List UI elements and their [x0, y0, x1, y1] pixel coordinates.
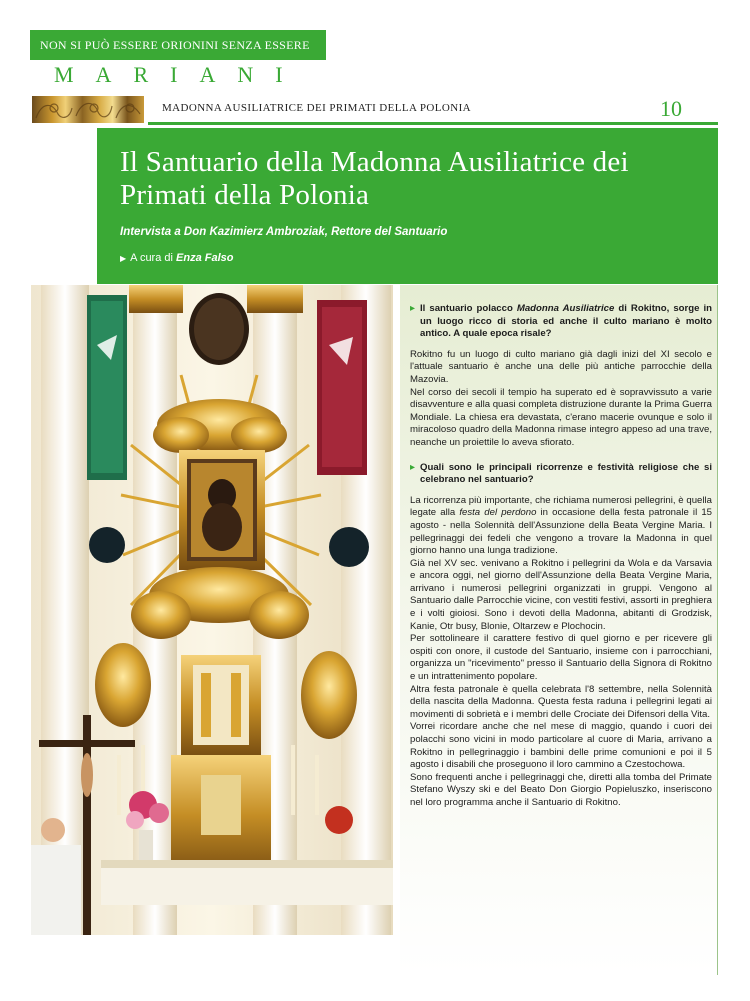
triangle-icon: ▶ [120, 254, 127, 263]
spacer [410, 450, 712, 462]
a2p1-text-a: La ricorrenza più importante, che richiama numerosi pellegrini, è quella legate alla [410, 494, 712, 519]
column-rule [717, 285, 718, 975]
answer-2-paragraph-6: Sono frequenti anche i pellegrinaggi che, diretti alla tomba del Primate Stefano Wyszy ski e del Beato Don Giorgio Popieluszko, inseriscono nel loro programma anche il Santuario di Rokitno. [410, 771, 712, 808]
answer-2-paragraph-1 [410, 495, 712, 558]
a2p1-emphasis: festa del perdono [459, 507, 537, 519]
header-rule [148, 122, 718, 125]
answer-2-paragraph-3: Per sottolineare il carattere festivo di quel giorno e per ricevere gli ospiti con onore, il custode del Santuario, insieme con i parrocchiani, organizza un "ricevimento" presso il Santuario della Signora di Rokitno e un intrattenimento popolare. [410, 633, 712, 683]
article-subtitle: Intervista a Don Kazimierz Ambroziak, Rettore del Santuario [120, 226, 448, 238]
question-1 [410, 303, 712, 341]
section-title: MADONNA AUSILIATRICE DEI PRIMATI DELLA POLONIA [162, 102, 471, 114]
answer-1-paragraph-2: Nel corso dei secoli il tempio ha superato ed è sopravvissuto a varie disavventure e alla quasi completa distruzione durante la Prima Guerra Mondiale. La chiesa era devastata, c'erano macerie ovunque e solo il miracoloso quadro della Madonna rimase integro appeso ad una trave, neanche un proiettile lo aveva sfiorato. [410, 386, 712, 448]
page-number: 10 [660, 96, 682, 121]
banner-text: NON SI PUÒ ESSERE ORIONINI SENZA ESSERE [40, 38, 310, 52]
q1-text-a: Il santuario polacco [420, 303, 517, 314]
author-name: Enza Falso [176, 252, 234, 264]
answer-2-paragraph-2: Già nel XV sec. venivano a Rokitno i pellegrini da Wola e da Varsavia e ancora oggi, nel giorno dell'Assunzione della Beata Vergine Maria, arrivano i numerosi pellegrini organizzati in gruppi. Vengono al Santuario dalle Parrocchie vicine, con vestiti festivi, assorti in preghiera e i volti gioiosi. Sono i devoti della Madonna, abitanti di Grodzisk, Kanie, Otr busy, Blonie, Oltarzew e Plochocin. [410, 557, 712, 632]
article-body [410, 303, 712, 810]
author-prefix: A cura di [130, 252, 173, 264]
article-title: Il Santuario della Madonna Ausiliatrice dei Primati della Polonia [120, 146, 629, 211]
answer-1-paragraph-1: Rokitno fu un luogo di culto mariano già dagli inizi del XI secolo e l'attuale santuario è anche una delle più antiche parrocchie della Mazovia. [410, 348, 712, 385]
answer-2-paragraph-5: Vorrei ricordare anche che nel mese di maggio, quando i cuori dei polacchi sono vicini in modo particolare al cuore di Maria, arrivano a Rokitno in pellegrinaggio i bambini delle prime comunioni e poi il 5 agosto i disabili che proseguono il loro cammino a Czestochowa. [410, 721, 712, 771]
q1-text-b: di Rokitno, sorge in un luogo ricco di storia ed anche il culto mariano è molto antico. A quale epoca risale? [420, 303, 712, 340]
answer-2-paragraph-4: Altra festa patronale è quella celebrata l'8 settembre, nella Solennità della nascita della Madonna. Questa festa raduna i pellegrini legati ai movimenti di sobrietà e i membri delle Crociate dei Difensori della Vita. [410, 683, 712, 720]
question-2: ▸ Quali sono le principali ricorrenze e festività religiose che si celebrano nel santuario? [410, 462, 712, 487]
q1-emphasis: Madonna Ausiliatrice [516, 303, 615, 314]
a2p1-text-b: in occasione della festa patronale il 15 agosto - nella Solennità dell'Assunzione della Beata Vergine Maria. I pellegrinaggi dei fedeli che vengono a trovare la Madonna in quel giorno hanno una lunga tradizione. [410, 507, 712, 557]
ornament-pattern [32, 96, 144, 123]
altar-photo [31, 285, 393, 935]
article-author [120, 252, 234, 264]
banner-mariani: MARIANI [54, 62, 305, 87]
